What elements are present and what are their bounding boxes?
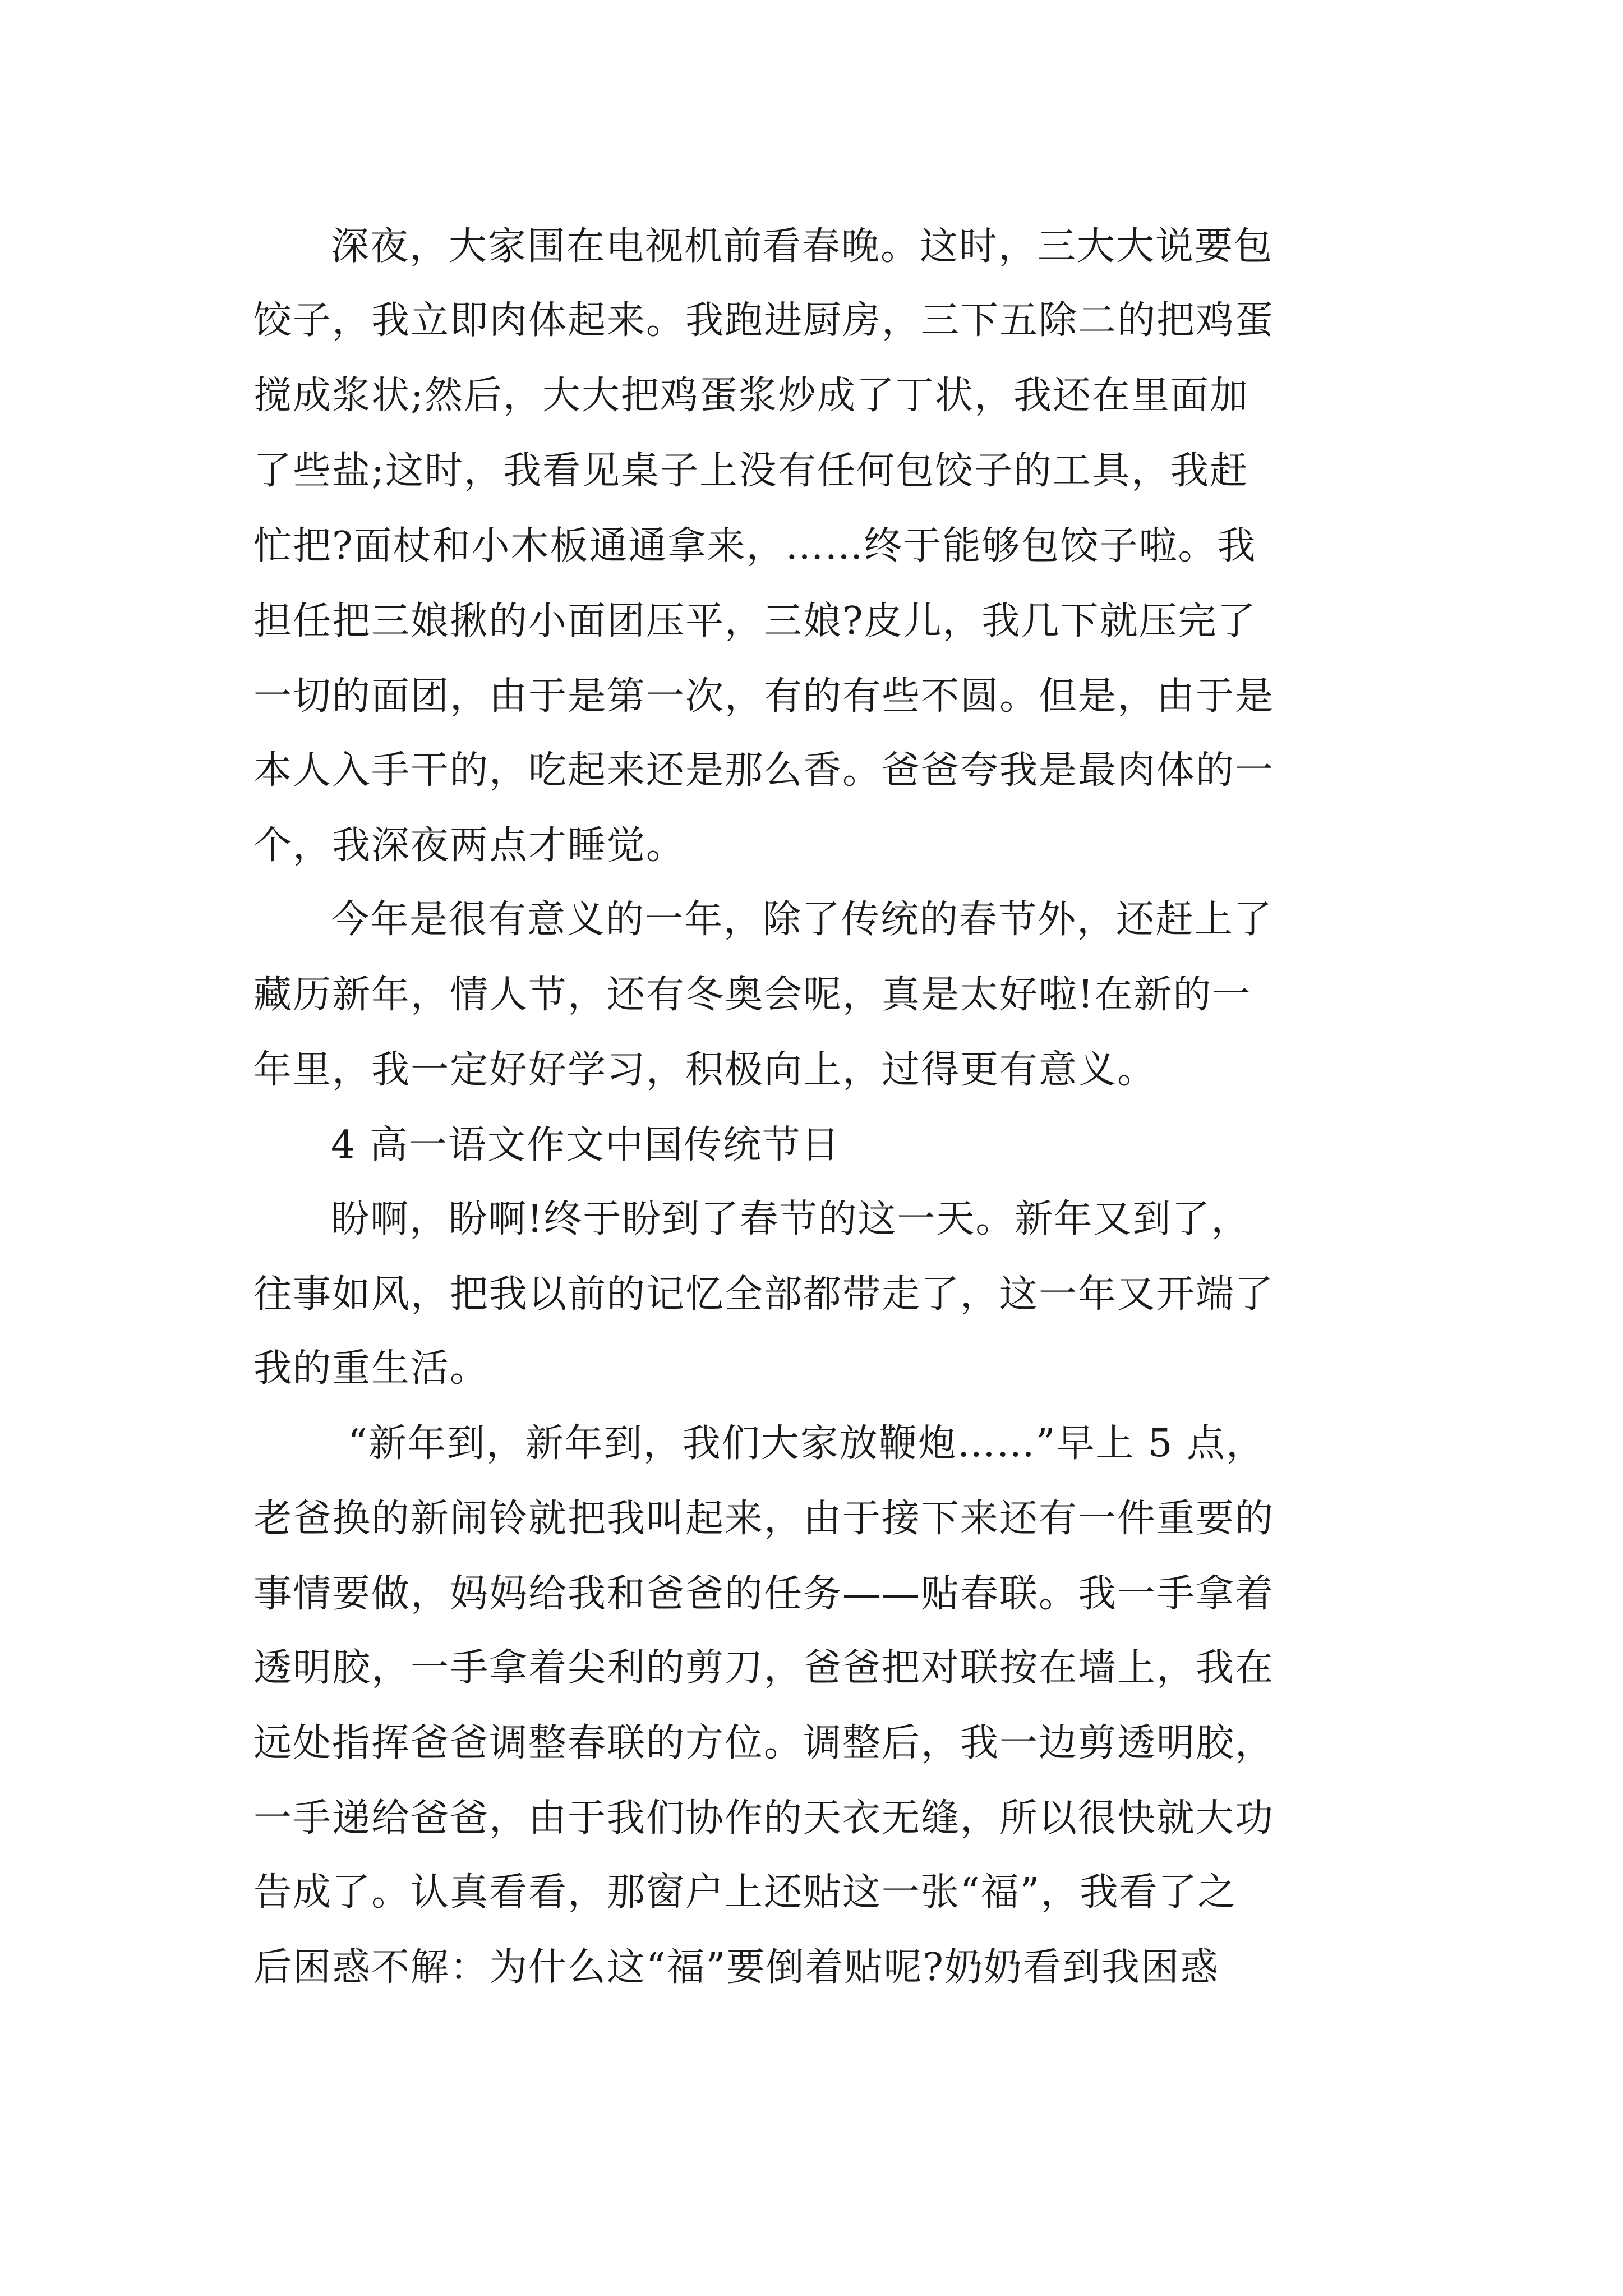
text-line: 往事如风，把我以前的记忆全部都带走了，这一年又开端了 bbox=[253, 1272, 1275, 1317]
text-line: 担任把三娘揪的小面团压平，三娘?皮儿，我几下就压完了 bbox=[253, 599, 1257, 643]
text-line: 个，我深夜两点才睡觉。 bbox=[253, 823, 686, 868]
text-line: 饺子，我立即肉体起来。我跑进厨房，三下五除二的把鸡蛋 bbox=[253, 298, 1275, 343]
text-line: 透明胶，一手拿着尖利的剪刀，爸爸把对联按在墙上，我在 bbox=[253, 1646, 1275, 1690]
text-line: 一切的面团，由于是第一次，有的有些不圆。但是，由于是 bbox=[253, 674, 1275, 719]
text-line: 告成了。认真看看，那窗户上还贴这一张“福”，我看了之 bbox=[253, 1870, 1237, 1915]
text-line: 我的重生活。 bbox=[253, 1346, 490, 1391]
text-line: 盼啊，盼啊!终于盼到了春节的这一天。新年又到了， bbox=[331, 1197, 1251, 1241]
text-line: 一手递给爸爸，由于我们协作的天衣无缝，所以很快就大功 bbox=[253, 1796, 1275, 1841]
text-line: 事情要做，妈妈给我和爸爸的任务——贴春联。我一手拿着 bbox=[253, 1572, 1275, 1616]
text-line: 搅成浆状;然后，大大把鸡蛋浆炒成了丁状，我还在里面加 bbox=[253, 374, 1249, 418]
text-line: 藏历新年，情人节，还有冬奥会呢，真是太好啦!在新的一 bbox=[253, 973, 1252, 1017]
text-line: “新年到，新年到，我们大家放鞭炮……”早上 5 点， bbox=[348, 1421, 1266, 1466]
text-line: 年里，我一定好好学习，积极向上，过得更有意义。 bbox=[253, 1048, 1157, 1092]
text-line: 后困惑不解：为什么这“福”要倒着贴呢?奶奶看到我困惑 bbox=[253, 1945, 1219, 1990]
text-line: 忙把?面杖和小木板通通拿来，……终于能够包饺子啦。我 bbox=[253, 524, 1257, 568]
text-line: 今年是很有意义的一年，除了传统的春节外，还赶上了 bbox=[331, 898, 1274, 942]
text-line: 深夜，大家围在电视机前看春晚。这时，三大大说要包 bbox=[331, 224, 1274, 269]
text-line: 远处指挥爸爸调整春联的方位。调整后，我一边剪透明胶， bbox=[253, 1721, 1275, 1765]
text-line: 老爸换的新闹铃就把我叫起来，由于接下来还有一件重要的 bbox=[253, 1497, 1275, 1541]
text-line: 本人入手干的，吃起来还是那么香。爸爸夸我是最肉体的一 bbox=[253, 748, 1275, 793]
text-line: 了些盐;这时，我看见桌子上没有任何包饺子的工具，我赶 bbox=[253, 449, 1249, 493]
section-heading: 4 高一语文作文中国传统节日 bbox=[331, 1123, 841, 1167]
